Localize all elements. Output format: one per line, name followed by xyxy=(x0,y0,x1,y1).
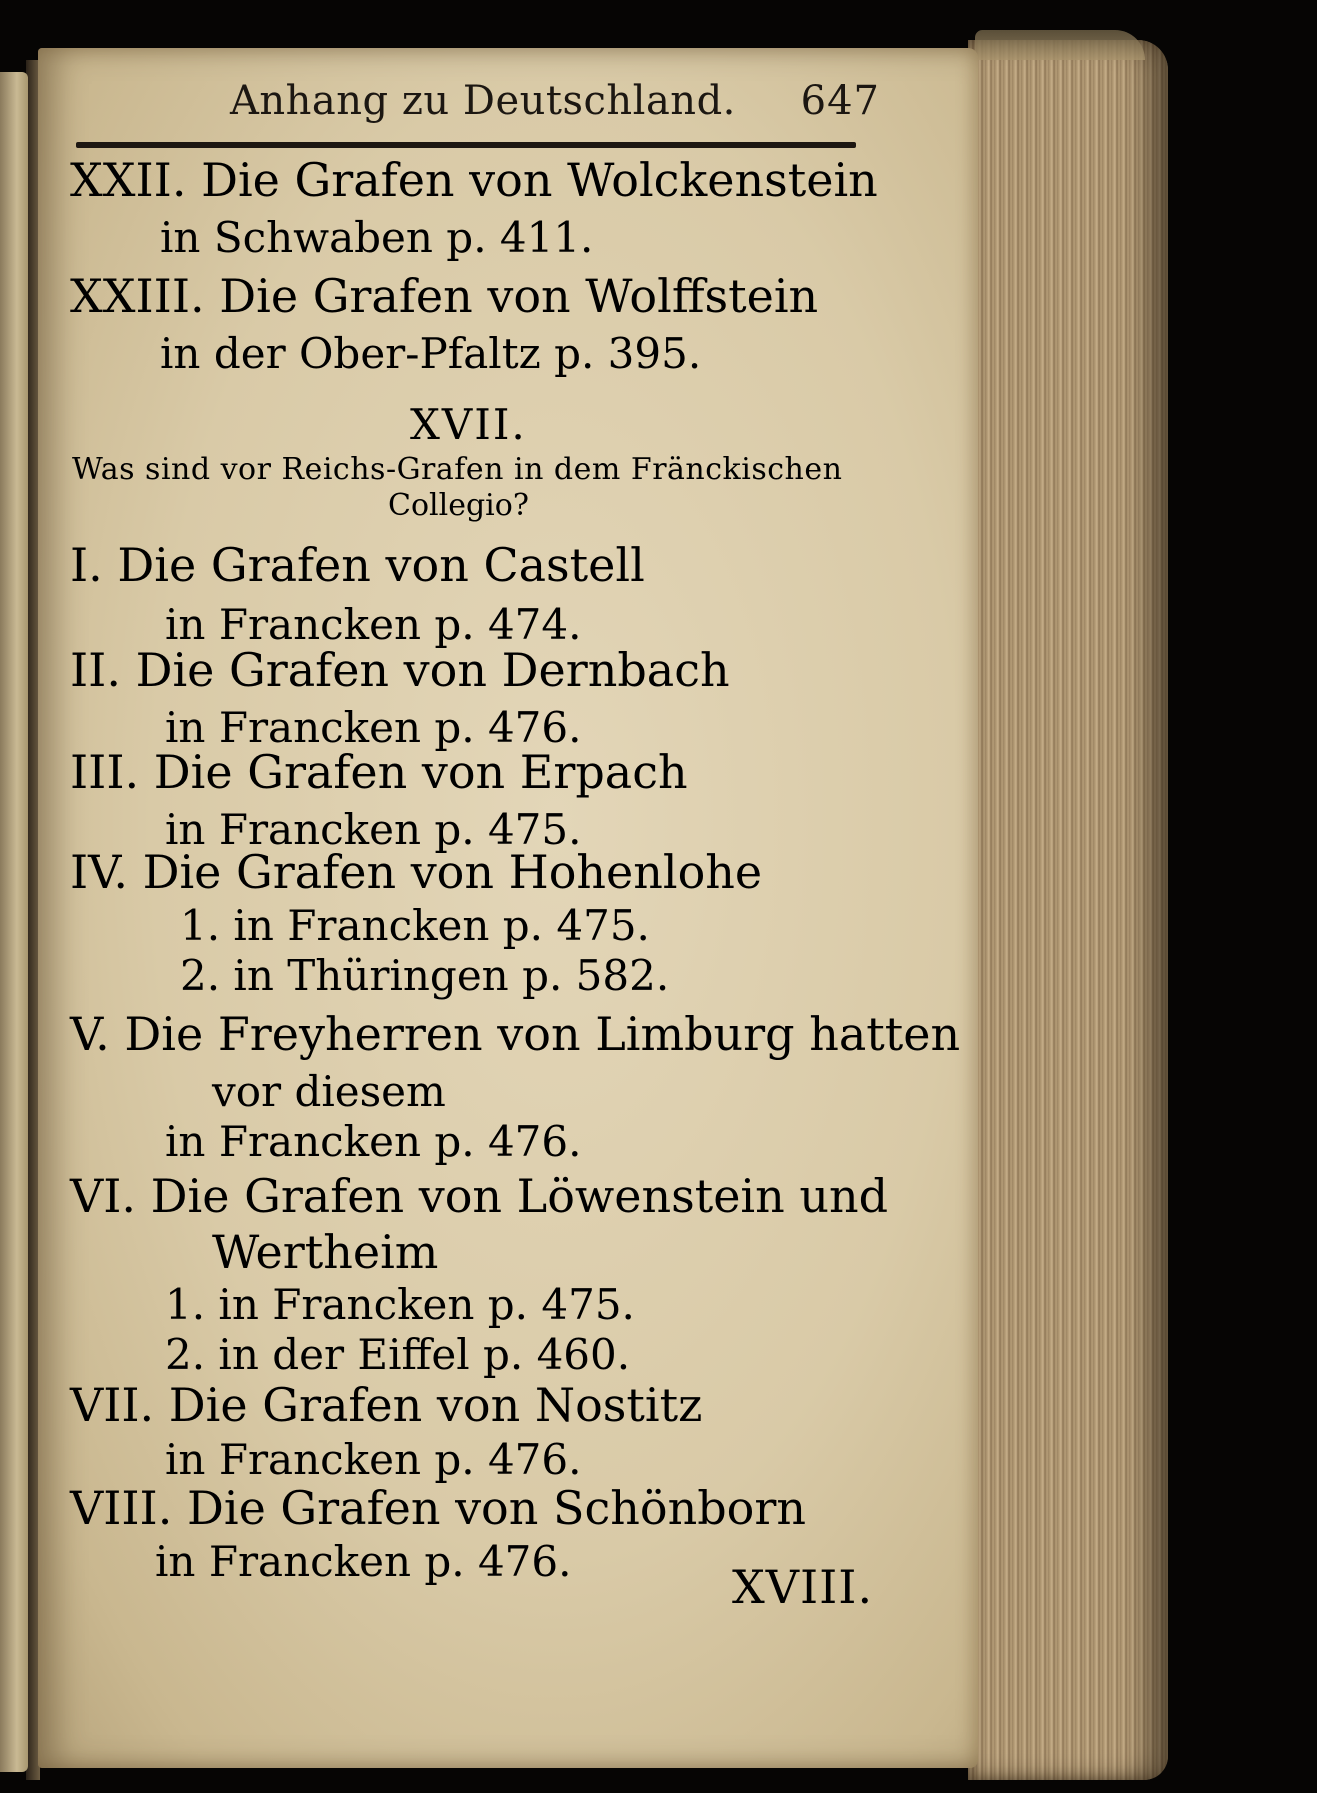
entry-ii-location: in Francken p. 476. xyxy=(165,703,582,752)
section-number: XVII. xyxy=(410,400,527,449)
entry-iii-location: in Francken p. 475. xyxy=(165,805,582,854)
entry-viii-title: VIII. Die Grafen von Schönborn xyxy=(70,1481,806,1535)
entry-iv-location-2: 2. in Thüringen p. 582. xyxy=(180,951,670,1000)
entry-iii-title: III. Die Grafen von Erpach xyxy=(70,745,688,799)
section-question-line-1: Was sind vor Reichs-Grafen in dem Fränckischen xyxy=(72,452,843,487)
entry-vi-location-2: 2. in der Eiffel p. 460. xyxy=(165,1330,631,1379)
entry-iv-title: IV. Die Grafen von Hohenlohe xyxy=(70,845,763,899)
entry-v-title: V. Die Freyherren von Limburg hatten xyxy=(70,1007,961,1061)
entry-viii-location: in Francken p. 476. xyxy=(155,1537,572,1586)
entry-i-title: I. Die Grafen von Castell xyxy=(70,538,645,592)
entry-v-location: in Francken p. 476. xyxy=(165,1117,582,1166)
page-number: 647 xyxy=(800,78,880,124)
entry-xxiii-title: XXIII. Die Grafen von Wolffstein xyxy=(70,269,819,323)
header-rule xyxy=(76,142,856,148)
entry-xxii-location: in Schwaben p. 411. xyxy=(160,213,594,262)
entry-iv-location-1: 1. in Francken p. 475. xyxy=(180,901,650,950)
entry-i-location: in Francken p. 474. xyxy=(165,600,582,649)
entry-xxiii-location: in der Ober-Pfaltz p. 395. xyxy=(160,329,702,378)
entry-ii-title: II. Die Grafen von Dernbach xyxy=(70,643,730,697)
left-page-edge xyxy=(0,72,28,1772)
entry-xxii-title: XXII. Die Grafen von Wolckenstein xyxy=(70,153,878,207)
book-top-edge xyxy=(975,30,1145,60)
catchword: XVIII. xyxy=(732,1560,874,1614)
page-header xyxy=(160,60,880,124)
entry-vi-title-cont: Wertheim xyxy=(212,1225,439,1279)
section-question-line-2: Collegio? xyxy=(388,488,529,523)
entry-vi-location-1: 1. in Francken p. 475. xyxy=(165,1280,635,1329)
running-title: Anhang zu Deutschland. xyxy=(230,78,736,124)
entry-vi-title: VI. Die Grafen von Löwenstein und xyxy=(70,1169,889,1223)
entry-vii-title: VII. Die Grafen von Nostitz xyxy=(70,1378,703,1432)
entry-vii-location: in Francken p. 476. xyxy=(165,1435,582,1484)
entry-v-note: vor diesem xyxy=(212,1067,446,1116)
book-fore-edge xyxy=(968,40,1168,1780)
